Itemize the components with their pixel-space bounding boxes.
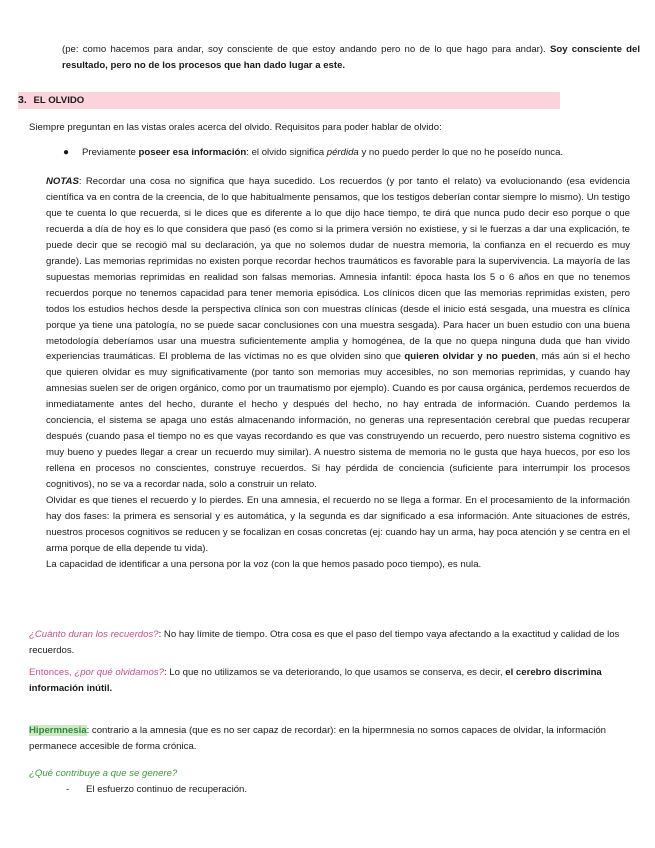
hypermnesia-term: Hipermnesia [29, 725, 87, 736]
requirements-paragraph: Siempre preguntan en las vistas orales acerca del olvido. Requisitos para poder hablar de olvido: [29, 122, 442, 133]
question-duration-title: ¿Cuánto duran los recuerdos? [29, 629, 159, 640]
question-forget-title: ¿por qué olvidamos? [74, 667, 164, 678]
bullet-text-1: Previamente [82, 147, 136, 158]
dash-item-text: El esfuerzo continuo de recuperación. [86, 784, 248, 795]
section-title: EL OLVIDO [33, 95, 85, 106]
question-forget [29, 665, 629, 696]
bullet-icon: ● [63, 147, 70, 158]
hypermnesia-text: : contrario a la amnesia (que es no ser capaz de recordar): en la hipermnesia no somos capaces de olvidar, la información permanece accesible de forma crónica. [29, 725, 606, 752]
question-forget-answer: : Lo que no utilizamos se va deteriorando, lo que usamos se conserva, es decir, [163, 667, 503, 678]
bullet-bold: poseer esa información [138, 147, 247, 158]
intro-end: . [342, 59, 346, 71]
bullet-italic: pérdida [326, 147, 359, 158]
notes-paragraph-3: La capacidad de identificar a una persona por la voz (con la que hemos pasado poco tiempo), es nula. [46, 558, 482, 570]
question-forget-bold: el cerebro discrimina información inútil. [29, 667, 602, 694]
notes-text-1: : Recordar una cosa no significa que haya sucedido. Los recuerdos (y por tanto el relato) va evolucionando (esa evidencia científica va en contra de la creencia, de lo que habitualmente pensamos, que los testigos deberían contar siempre lo mismo). Un testigo que te cuenta lo que recuerda, si le dices que es diferente a lo que dijo hace tiempo, te dirá que nunca pudo decir eso porque o que recuerda a día de hoy es lo que considera que pasó (es como si la primera versión no existiese, y si le fuerzas a dar una explicación, te puede decir que se recogió mal su declaración, ya que no solemos dudar de nuestra memoria, la confianza en el recuerdo es muy grande). Las memorias reprimidas no existen porque recordar hechos traumáticos es favorable para la supervivencia. La mayoría de las supuestas memorias reprimidas en realidad son falsas memorias. Amnesia infantil: época hasta los 5 o 6 años en que no tenemos recuerdos porque no tenemos capacidad para tener memoria episódica. Los clínicos dicen que las memorias reprimidas existen, pero todos los estudios hechos desde la perspectiva clínica son con muestras clínicas (desde el inicio está sesgada, una muestra es clínica porque ya tiene una patología, no se puede sacar conclusiones con una muestra sesgada). Para hacer un buen estudio con una buena metodología deberíamos usar una muestra suficientemente amplia y homogénea, de la que no quepa ninguna duda que han vivido experiencias traumáticas. El problema de las víctimas no es que olviden sino que [46, 176, 630, 363]
bullet-text-3: y no puedo perder lo que no he poseído nunca. [361, 147, 564, 158]
dash-icon: - [66, 784, 70, 795]
intro-text: (pe: como hacemos para andar, soy consciente de que estoy andando pero no de lo que hago para andar). [62, 44, 546, 55]
section-number: 3. [18, 94, 27, 106]
bullet-item [63, 145, 641, 161]
notes-bold: quieren olvidar y no pueden [404, 351, 536, 363]
question-contributes: ¿Qué contribuye a que se genere? [29, 768, 178, 779]
question-duration-answer: : No hay límite de tiempo. Otra cosa es que el paso del tiempo vaya afectando a la exactitud y calidad de los recuerdos. [29, 629, 620, 656]
notes-label: NOTAS [46, 176, 79, 187]
bullet-text-2: : el olvido significa [246, 147, 325, 158]
notes-paragraph-2: Olvidar es que tienes el recuerdo y lo pierdes. En una amnesia, el recuerdo no se llega a formar. En el procesamiento de la información hay dos fases: la primera es sensorial y es automática, y la segunda es dar significado a esa información. Ante situaciones de estrés, nuestros procesos cognitivos se reducen y se focalizan en cosas concretas (ej: cuando hay un arma, hay poca atención y se centra en el arma porque de ella depende tu vida). [46, 495, 630, 554]
notes-text-2: , más aún si el hecho que quieren olvidar es muy significativamente (por tanto son memorias muy accesibles, no son memorias reprimidas, y cuando hay amnesias suelen ser de origen orgánico, como por un traumatismo por ejemplo). Cuando es por causa orgánica, perdemos recuerdos de inmediatamente antes del hecho, durante el hecho y después del hecho, no hay entrada de información. Cuando perdemos la conciencia, el sistema se apaga uno estás almacenando información, no generas una representación cerebral que puedas recuperar después (cuando pasa el tiempo no es que vayas recordando es que vas construyendo un recuerdo, pero nuestro sistema cognitivo es muy bueno y puedes llegar a crear un recuerdo muy similar). A nuestro sistema de memoria no le gusta que haya huecos, por eso los rellena en procesos no conscientes, construye recuerdos. Si hay pérdida de conciencia (suficiente para interrumpir los procesos cognitivos), no se va a recordar nada, solo a construir un relato. [46, 351, 630, 491]
dash-item [66, 782, 626, 798]
question-forget-lead: Entonces, [29, 667, 72, 678]
question-duration [29, 627, 629, 658]
hypermnesia-paragraph [29, 723, 629, 754]
notes-block [46, 174, 630, 573]
intro-bold: Soy consciente del resultado, pero no de los procesos que han dado lugar a este [62, 44, 640, 71]
section-heading [18, 92, 560, 109]
notes-paragraph-1 [46, 174, 630, 493]
intro-paragraph [62, 42, 640, 73]
